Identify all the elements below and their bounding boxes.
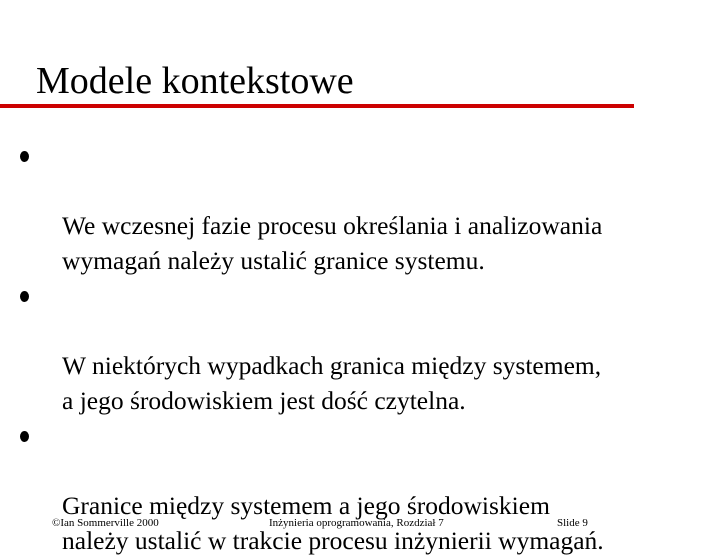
bullet-dot-icon bbox=[20, 431, 29, 442]
bullet-list bbox=[0, 138, 720, 558]
bullet-text: We wczesnej fazie procesu określania i analizowania wymagań należy ustalić granice systemu. bbox=[62, 211, 603, 275]
slide-title: Modele kontekstowe bbox=[36, 60, 354, 102]
bullet-dot-icon bbox=[20, 151, 29, 162]
bullet-item bbox=[0, 418, 708, 558]
footer-slide-number: Slide 9 bbox=[557, 517, 588, 529]
bullet-item bbox=[0, 278, 708, 418]
footer-copyright: ©Ian Sommerville 2000 bbox=[52, 517, 159, 529]
bullet-text: Granice między systemem a jego środowiskiem należy ustalić w trakcie procesu inżynierii wymagań. bbox=[62, 491, 604, 555]
bullet-text: W niektórych wypadkach granica między systemem, a jego środowiskiem jest dość czytelna. bbox=[62, 351, 602, 415]
footer-course: Inżynieria oprogramowania, Rozdział 7 bbox=[269, 517, 444, 529]
bullet-dot-icon bbox=[20, 291, 29, 302]
title-underline bbox=[0, 104, 634, 108]
bullet-item bbox=[0, 138, 708, 278]
